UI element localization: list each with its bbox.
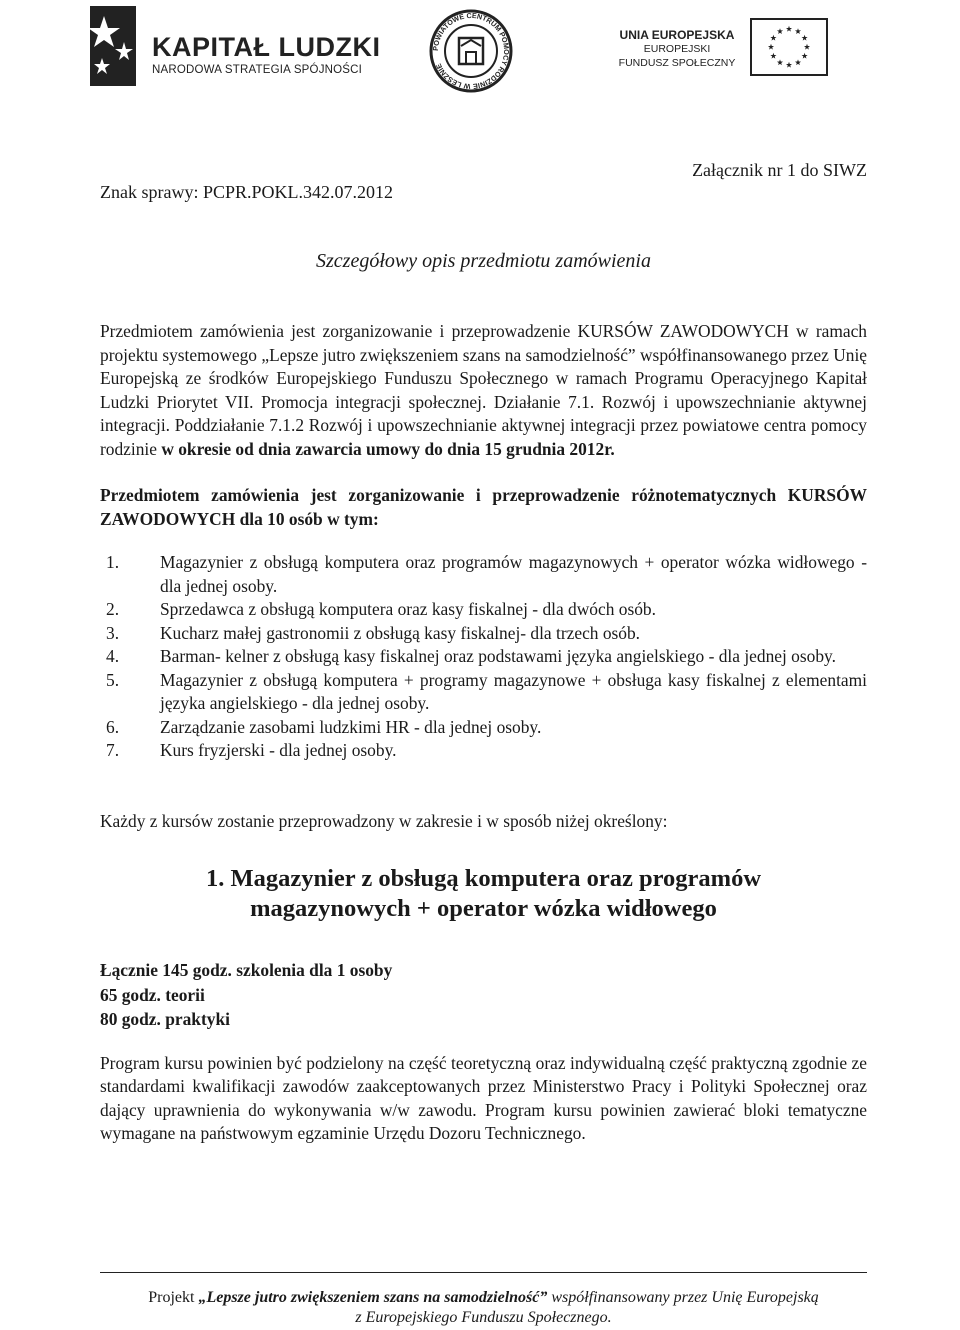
hours-total: Łącznie 145 godz. szkolenia dla 1 osoby	[100, 960, 393, 980]
list-item-text: Magazynier z obsługą komputera + programy magazynowe + obsługa kasy fiskalnej z elementami języka angielskiego - dla jednej osoby.	[160, 669, 867, 713]
list-item	[100, 645, 867, 669]
list-item	[100, 598, 867, 622]
eu-line3: FUNDUSZ SPOŁECZNY	[618, 57, 736, 69]
list-item-number: 4.	[106, 646, 120, 666]
footer-line1	[100, 1288, 867, 1308]
list-item-number: 1.	[106, 552, 120, 572]
list-item	[100, 551, 867, 598]
eu-fund-text	[612, 28, 742, 70]
kapital-ludzki-star-icon	[80, 2, 140, 90]
intro-paragraph	[100, 320, 867, 461]
hours-practice: 80 godz. praktyki	[100, 1009, 230, 1029]
list-item-text: Barman- kelner z obsługą kasy fiskalnej oraz podstawami języka angielskiego - dla jednej osoby.	[160, 646, 836, 666]
kapital-ludzki-subtitle: NARODOWA STRATEGIA SPÓJNOŚCI	[152, 64, 363, 76]
each-course-sentence: Każdy z kursów zostanie przeprowadzony w zakresie i w sposób niżej określony:	[100, 810, 668, 831]
footer-project-name: „Lepsze jutro zwiększeniem szans na samodzielność”	[198, 1289, 548, 1306]
document-header	[100, 160, 867, 202]
list-item	[100, 716, 867, 740]
footer-label: Projekt	[148, 1289, 195, 1306]
list-item-text: Magazynier z obsługą komputera oraz programów magazynowych + operator wózka widłowego - dla jednej osoby.	[160, 552, 867, 596]
eu-flag-icon	[750, 18, 828, 76]
list-item-text: Sprzedawca z obsługą komputera oraz kasy fiskalnej - dla dwóch osób.	[160, 599, 656, 619]
list-item-text: Zarządzanie zasobami ludzkimi HR - dla jednej osoby.	[160, 716, 542, 737]
intro-text: Przedmiotem zamówienia jest zorganizowanie i przeprowadzenie KURSÓW ZAWODOWYCH w ramach projektu systemowego „Lepsze jutro zwiększeniem szans na samodzielność” współfinansowanego przez Unię Europejską ze środków Europejskiego Funduszu Społecznego w ramach Programu Operacyjnego Kapitał Ludzki Priorytet VII. Promocja integracji społecznej. Działanie 7.1. Rozwój i upowszechnianie aktywnej integracji. Poddziałanie 7.1.2 Rozwój i upowszechnianie aktywnej integracji przez powiatowe centra pomocy rodzinie	[100, 321, 867, 459]
list-item-text: Kucharz małej gastronomii z obsługą kasy fiskalnej- dla trzech osób.	[160, 622, 641, 643]
kapital-ludzki-name: KAPITAŁ LUDZKI	[152, 32, 381, 62]
eu-line2: EUROPEJSKI	[643, 43, 711, 55]
list-item-number: 2.	[106, 599, 120, 619]
footer-cofinanced: współfinansowany przez Unię Europejską	[547, 1289, 819, 1306]
annex-label: Załącznik nr 1 do SIWZ	[692, 160, 867, 180]
document-title: Szczegółowy opis przedmiotu zamówienia	[316, 250, 651, 272]
list-item	[100, 669, 867, 716]
hours-theory: 65 godz. teorii	[100, 984, 205, 1005]
footer-divider	[100, 1272, 867, 1273]
section-heading: 1. Magazynier z obsługą komputera oraz programów magazynowych + operator wózka widłowego	[205, 865, 762, 922]
intro-period: w okresie od dnia zawarcia umowy do dnia 15 grudnia 2012r.	[161, 438, 615, 459]
footer-line2: z Europejskiego Funduszu Społecznego.	[355, 1309, 612, 1326]
logo-bar	[0, 0, 960, 110]
list-item	[100, 739, 867, 763]
case-reference: Znak sprawy: PCPR.POKL.342.07.2012	[100, 182, 394, 202]
list-item-number: 5.	[106, 669, 120, 690]
pcpr-seal-logo	[428, 8, 514, 94]
list-item-text: Kurs fryzjerski - dla jednej osoby.	[160, 740, 397, 760]
courses-list	[100, 551, 867, 763]
page-footer	[100, 1288, 867, 1328]
list-item-number: 7.	[106, 740, 120, 760]
course-hours	[100, 958, 867, 1032]
document-body	[100, 320, 867, 1146]
list-item-number: 6.	[106, 716, 120, 737]
list-item-number: 3.	[106, 622, 120, 643]
list-item	[100, 622, 867, 646]
kapital-ludzki-logo	[80, 2, 380, 92]
scope-paragraph: Przedmiotem zamówienia jest zorganizowanie i przeprowadzenie różnotematycznych KURSÓW ZAWODOWYCH dla 10 osób w tym:	[100, 485, 867, 529]
seal-text: POWIATOWE CENTRUM POMOCY RODZINIE W LESZNIE	[430, 10, 512, 92]
program-paragraph: Program kursu powinien być podzielony na część teoretyczną oraz indywidualną część praktyczną zgodnie ze standardami kwalifikacji zawodów zaakceptowanych przez Ministerstwo Pracy i Polityki Społecznej oraz dający uprawnienia do wykonywania w/w zawodu. Program kursu powinien zawierać bloki tematyczne wymagane na państwowym egzaminie Urzędu Dozoru Technicznego.	[100, 1052, 867, 1143]
eu-line1: UNIA EUROPEJSKA	[619, 28, 735, 42]
